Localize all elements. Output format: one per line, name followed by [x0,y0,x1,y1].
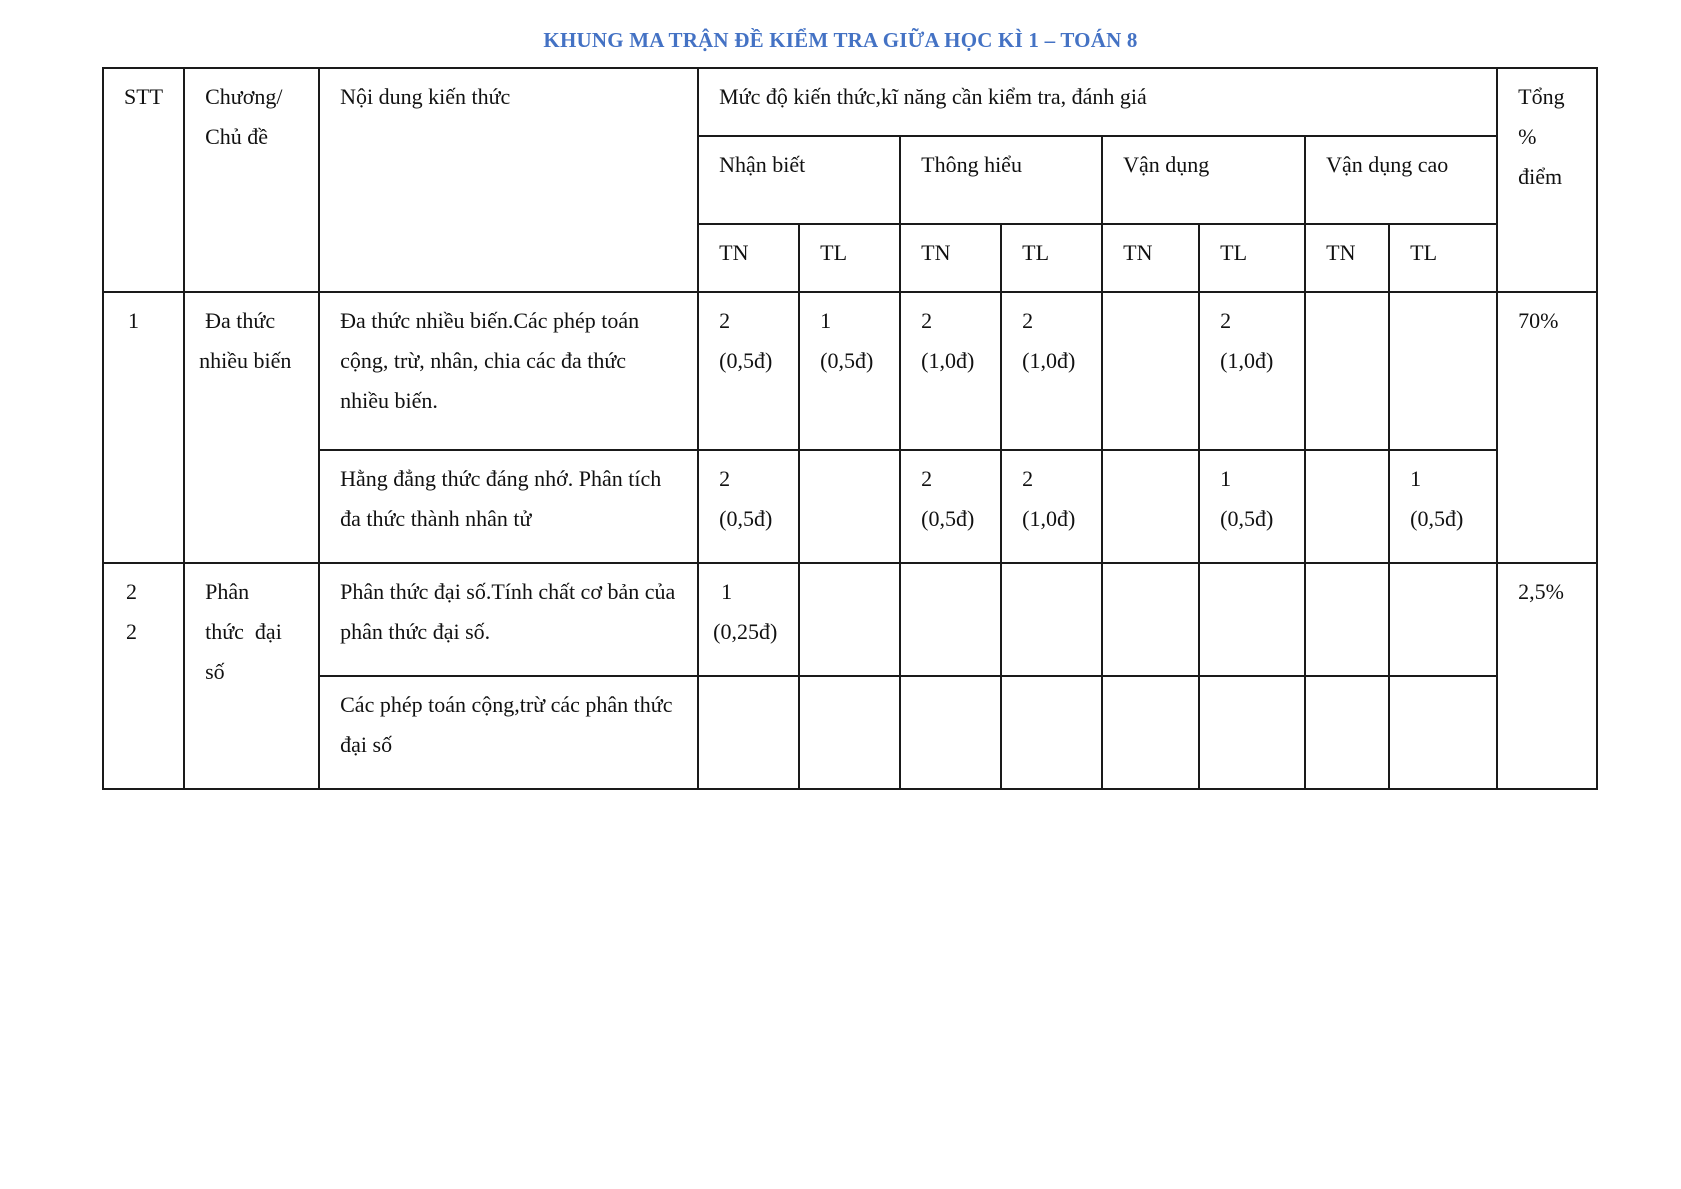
header-chapter [184,68,319,292]
header-sub-tn: TN [1305,224,1389,292]
row-content: Các phép toán cộng,trừ các phân thức đại số [319,676,698,789]
header-row-1 [103,68,1597,136]
matrix-cell [900,563,1001,676]
cell-count: 2 [921,308,933,333]
row-chapter-line2: thức đại [205,619,282,644]
header-sub-tl: TL [799,224,900,292]
table-row [103,292,1597,450]
matrix-cell [1199,563,1305,676]
cell-points: (1,0đ) [1022,506,1076,531]
cell-count: 1 [721,579,733,604]
row-stt [103,563,184,789]
row-chapter [184,563,319,789]
matrix-cell [799,563,900,676]
matrix-cell [900,292,1001,450]
header-content-label: Nội dung kiến thức [340,84,511,109]
matrix-cell [799,292,900,450]
row-stt-value: 1 [128,308,139,333]
header-level-apply: Vận dụng [1102,136,1305,224]
header-level-apply-high: Vận dụng cao [1305,136,1497,224]
matrix-cell [900,450,1001,563]
cell-count: 2 [1022,466,1034,491]
matrix-cell [799,676,900,789]
header-sub-tl: TL [1389,224,1497,292]
row-stt-line1: 2 [126,579,137,604]
cell-points: (0,5đ) [719,506,773,531]
matrix-cell [1389,676,1497,789]
matrix-cell [1001,450,1102,563]
row-content: Phân thức đại số.Tính chất cơ bản của phân thức đại số. [319,563,698,676]
cell-count: 2 [1022,308,1034,333]
matrix-cell [1001,676,1102,789]
cell-count: 2 [921,466,933,491]
matrix-cell [799,450,900,563]
matrix-cell [698,563,799,676]
row-chapter-line3: số [205,659,225,684]
cell-points: (1,0đ) [921,348,975,373]
header-level-recognize: Nhận biết [698,136,900,224]
row-chapter-line1: Đa thức [205,308,276,333]
matrix-cell [1305,292,1389,450]
cell-points: (0,5đ) [820,348,874,373]
row-content: Đa thức nhiều biến.Các phép toán cộng, trừ, nhân, chia các đa thức nhiều biến. [319,292,698,450]
matrix-cell [1389,450,1497,563]
cell-points: (0,25đ) [713,619,778,644]
document-title: KHUNG MA TRẬN ĐỀ KIỂM TRA GIỮA HỌC KÌ 1 – TOÁN 8 [543,28,1138,52]
cell-count: 2 [719,308,731,333]
header-chapter-line1: Chương/ [205,84,283,109]
header-total-line2: % [1518,124,1537,149]
cell-points: (0,5đ) [921,506,975,531]
matrix-cell [1199,292,1305,450]
matrix-cell [900,676,1001,789]
header-levels-title [698,68,1497,136]
row-stt [103,292,184,563]
table-row [103,676,1597,789]
matrix-cell [698,676,799,789]
row-stt-line2: 2 [126,619,137,644]
matrix-cell [1001,292,1102,450]
header-sub-tn: TN [900,224,1001,292]
header-sub-tn: TN [698,224,799,292]
row-total: 70% [1497,292,1597,563]
row-total: 2,5% [1497,563,1597,789]
matrix-cell [1102,676,1199,789]
matrix-cell [1102,450,1199,563]
header-sub-tl: TL [1001,224,1102,292]
cell-points: (1,0đ) [1220,348,1274,373]
matrix-cell [1389,563,1497,676]
header-total-line3: điểm [1518,164,1563,189]
header-stt-label: STT [124,84,164,109]
matrix-cell [698,292,799,450]
matrix-cell [1305,450,1389,563]
matrix-cell [1199,676,1305,789]
header-sub-tn: TN [1102,224,1199,292]
matrix-cell [1305,563,1389,676]
matrix-cell [1102,292,1199,450]
row-chapter-line1: Phân [205,579,250,604]
row-chapter [184,292,319,563]
header-total [1497,68,1597,292]
matrix-cell [1102,563,1199,676]
header-content [319,68,698,292]
header-level-understand: Thông hiểu [900,136,1102,224]
test-matrix-table [102,67,1598,790]
matrix-cell [1389,292,1497,450]
cell-count: 1 [1220,466,1232,491]
cell-points: (0,5đ) [719,348,773,373]
matrix-cell [1199,450,1305,563]
header-sub-tl: TL [1199,224,1305,292]
table-row [103,450,1597,563]
cell-points: (1,0đ) [1022,348,1076,373]
cell-points: (0,5đ) [1220,506,1274,531]
header-chapter-line2: Chủ đề [205,124,269,149]
table-row [103,563,1597,676]
matrix-cell [698,450,799,563]
matrix-cell [1001,563,1102,676]
cell-count: 1 [820,308,832,333]
header-stt [103,68,184,292]
header-levels-title-label: Mức độ kiến thức,kĩ năng cần kiểm tra, đánh giá [719,84,1147,109]
cell-count: 2 [1220,308,1232,333]
row-content: Hằng đẳng thức đáng nhớ. Phân tích đa thức thành nhân tử [319,450,698,563]
header-total-line1: Tổng [1518,84,1565,109]
matrix-cell [1305,676,1389,789]
cell-points: (0,5đ) [1410,506,1464,531]
row-chapter-line2: nhiều biến [199,348,292,373]
cell-count: 1 [1410,466,1422,491]
cell-count: 2 [719,466,731,491]
